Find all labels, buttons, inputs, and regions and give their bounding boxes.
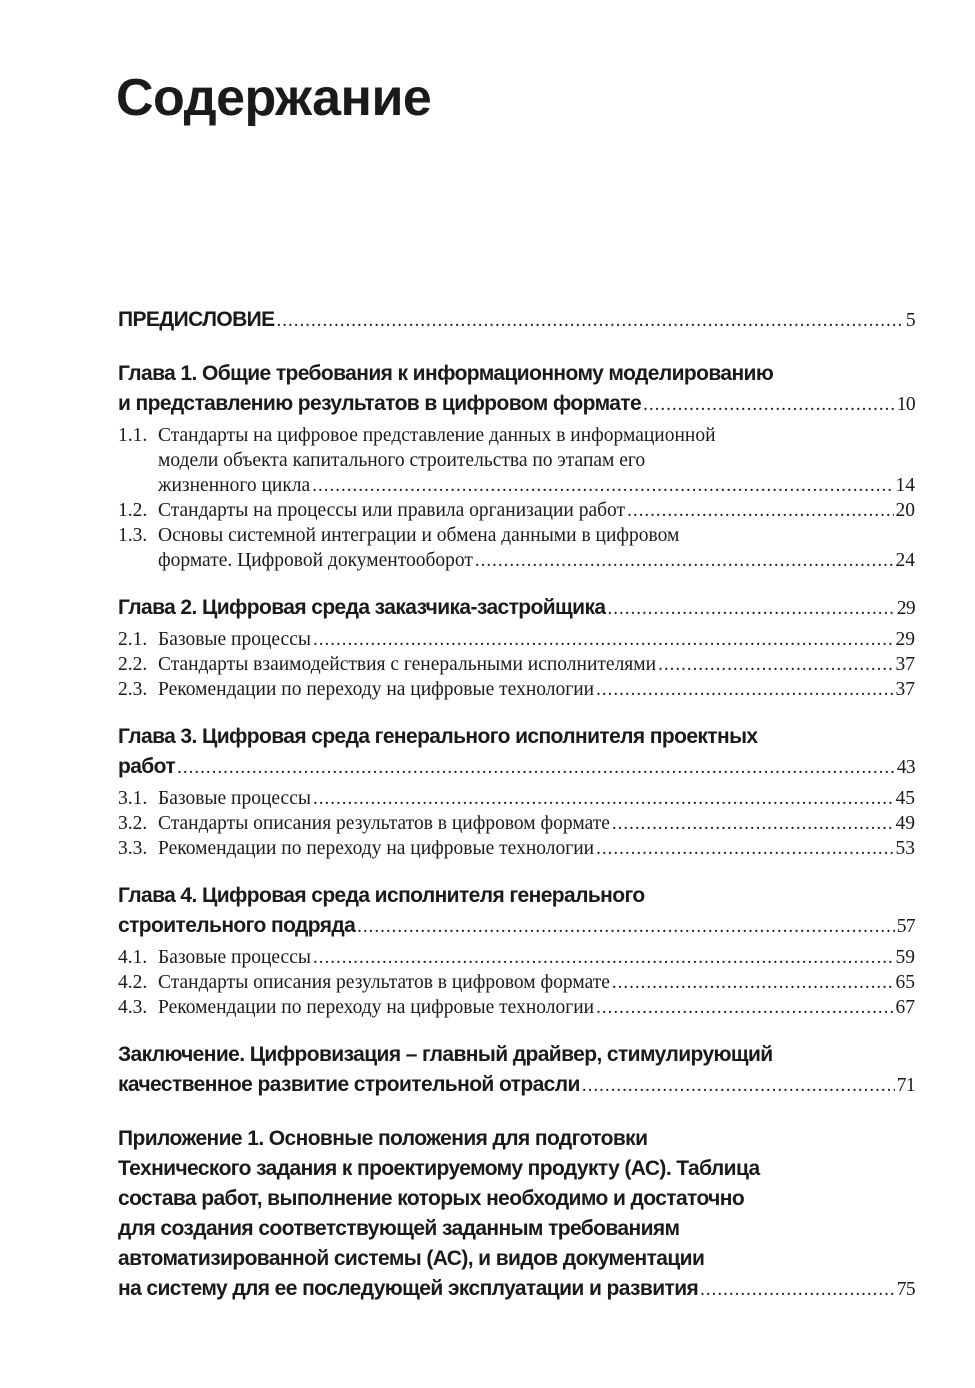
toc-subsection[interactable]: [118, 523, 915, 573]
section-number: 3.2.: [118, 813, 148, 834]
dot-leader: [357, 916, 895, 938]
entry-title-text: Стандарты на процессы или правила организации работ: [158, 500, 626, 521]
section-number: 2.2.: [118, 654, 148, 675]
section-number: 3.3.: [118, 838, 148, 859]
toc-subsections: [118, 627, 915, 702]
entry-title-text: Глава 4. Цифровая среда исполнителя генерального: [118, 884, 645, 907]
entry-title-text: Технического задания к проектируемому продукту (АС). Таблица: [118, 1157, 760, 1180]
dot-leader: [596, 679, 893, 701]
toc-line: [118, 722, 915, 752]
dot-leader: [313, 629, 894, 651]
dot-leader: [312, 475, 893, 497]
page-number: 75: [896, 1279, 915, 1300]
page-title: Содержание: [116, 69, 432, 127]
toc-heading[interactable]: [118, 722, 915, 782]
toc-line: [118, 786, 915, 811]
page-number: 20: [895, 500, 915, 521]
page-number: 67: [895, 997, 915, 1018]
page-number: 59: [895, 947, 915, 968]
toc-line: [118, 523, 915, 548]
page-number: 49: [895, 813, 915, 834]
dot-leader: [475, 550, 894, 572]
toc-line: [118, 1274, 915, 1304]
toc-line: [118, 548, 915, 573]
toc-line: [118, 836, 915, 861]
toc-heading[interactable]: [118, 881, 915, 941]
toc-line: [118, 811, 915, 836]
page-number: 37: [895, 679, 915, 700]
entry-title-text: Глава 3. Цифровая среда генерального исполнителя проектных: [118, 725, 758, 748]
toc-line: [118, 593, 915, 623]
toc-line: [118, 1244, 915, 1274]
toc-line: [118, 652, 915, 677]
toc-entry: [118, 881, 915, 1020]
toc-line: [118, 945, 915, 970]
dot-leader: [277, 310, 904, 332]
dot-leader: [177, 757, 895, 779]
section-number: 1.1.: [118, 425, 148, 446]
entry-title-text: автоматизированной системы (АС), и видов документации: [118, 1247, 705, 1270]
toc-entry: [118, 359, 915, 573]
toc-line: [118, 305, 915, 335]
section-number: 4.1.: [118, 947, 148, 968]
section-number: 4.2.: [118, 972, 148, 993]
toc-subsection[interactable]: [118, 652, 915, 677]
entry-title-text: Базовые процессы: [158, 629, 311, 650]
dot-leader: [612, 813, 894, 835]
entry-title-text: Базовые процессы: [158, 947, 311, 968]
entry-title-text: для создания соответствующей заданным требованиям: [118, 1217, 680, 1240]
entry-title-text: Стандарты описания результатов в цифровом формате: [158, 972, 610, 993]
entry-title-text: качественное развитие строительной отрасли: [118, 1073, 580, 1096]
page-number: 57: [896, 916, 915, 937]
entry-title-text: Стандарты на цифровое представление данных в информационной: [158, 425, 716, 446]
toc-subsection[interactable]: [118, 423, 915, 498]
page-number: 71: [896, 1075, 915, 1096]
page-number: 10: [896, 394, 915, 415]
toc-entry: [118, 1040, 915, 1100]
toc-line: [118, 677, 915, 702]
dot-leader: [607, 598, 894, 620]
page-number: 29: [895, 629, 915, 650]
entry-title-text: Глава 1. Общие требования к информационному моделированию: [118, 362, 774, 385]
dot-leader: [658, 654, 893, 676]
entry-title-text: Основы системной интеграции и обмена данными в цифровом: [158, 525, 680, 546]
toc-line: [118, 1070, 915, 1100]
dot-leader: [596, 997, 893, 1019]
section-number: 4.3.: [118, 997, 148, 1018]
toc-line: [118, 1184, 915, 1214]
toc-subsection[interactable]: [118, 627, 915, 652]
toc-line: [118, 473, 915, 498]
dot-leader: [313, 788, 894, 810]
toc-line: [118, 911, 915, 941]
entry-title-text: работ: [118, 755, 176, 778]
toc-subsection[interactable]: [118, 970, 915, 995]
entry-title-text: Стандарты взаимодействия с генеральными исполнителями: [158, 654, 657, 675]
entry-title-text: Заключение. Цифровизация – главный драйвер, стимулирующий: [118, 1043, 773, 1066]
page-number: 14: [895, 475, 915, 496]
toc-line: [118, 1154, 915, 1184]
toc-entry: [118, 593, 915, 702]
dot-leader: [612, 972, 894, 994]
entry-title-text: Базовые процессы: [158, 788, 311, 809]
toc-subsection[interactable]: [118, 677, 915, 702]
toc-heading[interactable]: [118, 359, 915, 419]
page-number: 53: [895, 838, 915, 859]
page-number: 29: [896, 598, 915, 619]
toc-line: [118, 627, 915, 652]
dot-leader: [582, 1075, 895, 1097]
section-number: 2.1.: [118, 629, 148, 650]
toc-line: [118, 423, 915, 448]
toc-subsections: [118, 423, 915, 573]
page-number: 5: [905, 310, 915, 331]
toc-line: [118, 1214, 915, 1244]
entry-title-text: Рекомендации по переходу на цифровые технологии: [158, 838, 595, 859]
dot-leader: [700, 1279, 895, 1301]
toc-line: [118, 1124, 915, 1154]
entry-title-text: Стандарты описания результатов в цифровом формате: [158, 813, 610, 834]
section-number: 2.3.: [118, 679, 148, 700]
toc-heading[interactable]: [118, 1124, 915, 1304]
toc-line: [118, 448, 915, 473]
entry-title-text: модели объекта капитального строительства по этапам его: [158, 450, 646, 471]
dot-leader: [313, 947, 894, 969]
table-of-contents: [118, 305, 915, 1304]
page-number: 45: [895, 788, 915, 809]
entry-title-text: на систему для ее последующей эксплуатации и развития: [118, 1277, 699, 1300]
toc-subsection[interactable]: [118, 836, 915, 861]
toc-heading[interactable]: [118, 305, 915, 335]
entry-title-text: и представлению результатов в цифровом формате: [118, 392, 642, 415]
toc-heading[interactable]: [118, 1040, 915, 1100]
section-number: 3.1.: [118, 788, 148, 809]
page-number: 43: [896, 757, 915, 778]
entry-title-text: ПРЕДИСЛОВИЕ: [118, 308, 275, 331]
toc-line: [118, 389, 915, 419]
entry-title-text: Приложение 1. Основные положения для подготовки: [118, 1127, 648, 1150]
section-number: 1.3.: [118, 525, 148, 546]
entry-title-text: Глава 2. Цифровая среда заказчика-застройщика: [118, 596, 606, 619]
toc-line: [118, 970, 915, 995]
page-number: 37: [895, 654, 915, 675]
dot-leader: [627, 500, 893, 522]
dot-leader: [643, 394, 895, 416]
toc-line: [118, 498, 915, 523]
toc-line: [118, 995, 915, 1020]
entry-title-text: жизненного цикла: [158, 475, 311, 496]
toc-entry: [118, 1124, 915, 1304]
page-number: 65: [895, 972, 915, 993]
toc-entry: [118, 305, 915, 335]
toc-subsections: [118, 786, 915, 861]
page-number: 24: [895, 550, 915, 571]
section-number: 1.2.: [118, 500, 148, 521]
dot-leader: [596, 838, 893, 860]
toc-subsection[interactable]: [118, 498, 915, 523]
toc-subsections: [118, 945, 915, 1020]
entry-title-text: строительного подряда: [118, 914, 356, 937]
toc-subsection[interactable]: [118, 811, 915, 836]
toc-line: [118, 752, 915, 782]
toc-subsection[interactable]: [118, 945, 915, 970]
toc-subsection[interactable]: [118, 995, 915, 1020]
toc-heading[interactable]: [118, 593, 915, 623]
toc-line: [118, 1040, 915, 1070]
toc-line: [118, 881, 915, 911]
toc-entry: [118, 722, 915, 861]
toc-subsection[interactable]: [118, 786, 915, 811]
entry-title-text: Рекомендации по переходу на цифровые технологии: [158, 997, 595, 1018]
entry-title-text: формате. Цифровой документооборот: [158, 550, 473, 571]
entry-title-text: Рекомендации по переходу на цифровые технологии: [158, 679, 595, 700]
entry-title-text: состава работ, выполнение которых необходимо и достаточно: [118, 1187, 745, 1210]
toc-line: [118, 359, 915, 389]
